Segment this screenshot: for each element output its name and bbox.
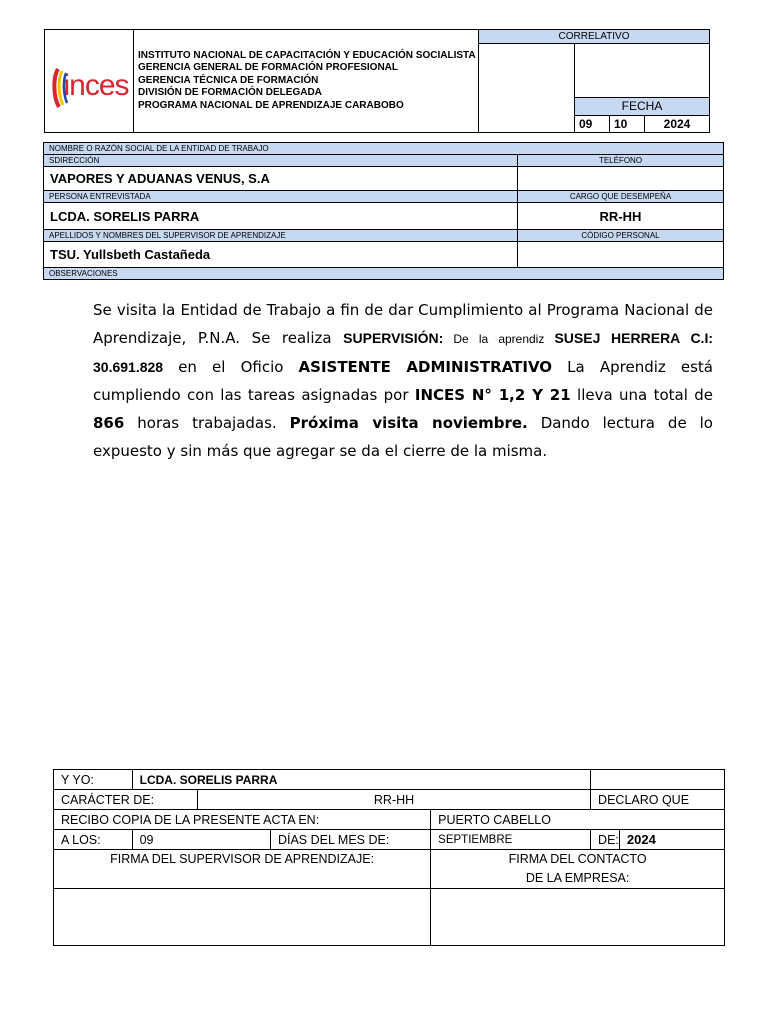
institution-block bbox=[134, 30, 479, 133]
body-oficio: ASISTENTE ADMINISTRATIVO bbox=[298, 358, 553, 376]
firma-supervisor-label bbox=[54, 850, 431, 889]
correlativo-left-cell bbox=[479, 44, 575, 133]
observaciones-text bbox=[93, 296, 713, 465]
acta-table bbox=[53, 769, 725, 946]
direccion-label: SDIRECCIÓN bbox=[44, 155, 518, 167]
body-inces: INCES N° 1,2 Y 21 bbox=[414, 386, 571, 404]
recibo-label: RECIBO COPIA DE LA PRESENTE ACTA EN: bbox=[54, 810, 431, 830]
anio-value[interactable]: 2024 bbox=[619, 830, 724, 850]
fecha-label: FECHA bbox=[575, 98, 710, 115]
mes-value[interactable]: SEPTIEMBRE bbox=[431, 830, 591, 850]
dias-mes-label: DÍAS DEL MES DE: bbox=[270, 830, 430, 850]
yo-value[interactable]: LCDA. SORELIS PARRA bbox=[132, 770, 590, 790]
institution-line-2: GERENCIA GENERAL DE FORMACIÓN PROFESIONAL bbox=[138, 62, 399, 74]
header-table bbox=[44, 29, 710, 133]
telefono-value[interactable] bbox=[518, 167, 724, 191]
supervisor-label: APELLIDOS Y NOMBRES DEL SUPERVISOR DE APRENDIZAJE bbox=[44, 230, 518, 242]
body-text-7: Dando lectura de lo expuesto y sin más que agregar se da el cierre de la misma. bbox=[93, 414, 713, 460]
firma-contacto-line-2: DE LA EMPRESA: bbox=[525, 871, 630, 885]
declaro-label: DECLARO QUE bbox=[591, 790, 725, 810]
persona-value[interactable]: LCDA. SORELIS PARRA bbox=[44, 203, 518, 230]
persona-label: PERSONA ENTREVISTADA bbox=[44, 191, 518, 203]
inces-logo bbox=[49, 59, 128, 103]
firma-supervisor-space[interactable] bbox=[54, 889, 431, 946]
institution-line-5: PROGRAMA NACIONAL DE APRENDIZAJE CARABOBO bbox=[138, 99, 404, 111]
yo-extra-cell[interactable] bbox=[591, 770, 725, 790]
body-text-6: horas trabajadas. bbox=[124, 414, 290, 432]
date-day[interactable]: 09 bbox=[575, 115, 610, 132]
empresa-value[interactable]: VAPORES Y ADUANAS VENUS, S.A bbox=[44, 167, 518, 191]
body-horas: 866 bbox=[93, 414, 125, 432]
firma-contacto-label bbox=[431, 850, 725, 889]
dia-value[interactable]: 09 bbox=[132, 830, 270, 850]
de-label: DE: bbox=[591, 830, 620, 850]
institution-line-1: INSTITUTO NACIONAL DE CAPACITACIÓN Y EDUCACIÓN SOCIALISTA bbox=[138, 49, 476, 61]
logo-flag-icon bbox=[49, 59, 129, 113]
firma-contacto-line-1: FIRMA DEL CONTACTO bbox=[508, 852, 647, 866]
cargo-value[interactable]: RR-HH bbox=[518, 203, 724, 230]
observaciones-label: OBSERVACIONES bbox=[44, 268, 724, 280]
codigo-label: CÓDIGO PERSONAL bbox=[518, 230, 724, 242]
date-month[interactable]: 10 bbox=[610, 115, 645, 132]
body-text-3: en el Oficio bbox=[163, 358, 299, 376]
nombre-label: NOMBRE O RAZÓN SOCIAL DE LA ENTIDAD DE TRABAJO bbox=[44, 143, 724, 155]
correlativo-value[interactable] bbox=[575, 44, 710, 98]
institution-line-4: DIVISIÓN DE FORMACIÓN DELEGADA bbox=[138, 87, 322, 99]
logo-text: inces bbox=[63, 69, 129, 102]
correlativo-label: CORRELATIVO bbox=[479, 30, 710, 44]
body-supervision: SUPERVISIÓN: bbox=[343, 330, 444, 346]
firma-supervisor-text: FIRMA DEL SUPERVISOR DE APRENDIZAJE: bbox=[110, 852, 375, 866]
lugar-value[interactable]: PUERTO CABELLO bbox=[431, 810, 725, 830]
body-text-5: lleva una total de bbox=[570, 386, 713, 404]
caracter-label: CARÁCTER DE: bbox=[54, 790, 198, 810]
entity-table bbox=[43, 142, 724, 280]
date-year[interactable]: 2024 bbox=[645, 115, 710, 132]
institution-line-3: GERENCIA TÉCNICA DE FORMACIÓN bbox=[138, 74, 319, 86]
caracter-value[interactable]: RR-HH bbox=[198, 790, 591, 810]
body-text-4: La Aprendiz está cumpliendo con las tareas asignadas por bbox=[93, 358, 713, 404]
body-aprendiz: SUSEJ HERRERA C.I: 30.691.828 bbox=[93, 330, 713, 375]
yo-label: Y YO: bbox=[54, 770, 133, 790]
body-text-1: Se visita la Entidad de Trabajo a fin de dar Cumplimiento al Programa Nacional de Aprendizaje, P.N.A. Se realiza bbox=[93, 301, 713, 347]
cargo-label: CARGO QUE DESEMPEÑA bbox=[518, 191, 724, 203]
body-text-2: De la aprendiz bbox=[443, 332, 555, 346]
body-proxima-visita: Próxima visita noviembre. bbox=[289, 414, 528, 432]
supervisor-value[interactable]: TSU. Yullsbeth Castañeda bbox=[44, 242, 518, 268]
codigo-value[interactable] bbox=[518, 242, 724, 268]
logo-cell bbox=[45, 30, 134, 133]
a-los-label: A LOS: bbox=[54, 830, 133, 850]
firma-contacto-space[interactable] bbox=[431, 889, 725, 946]
telefono-label: TELÉFONO bbox=[518, 155, 724, 167]
